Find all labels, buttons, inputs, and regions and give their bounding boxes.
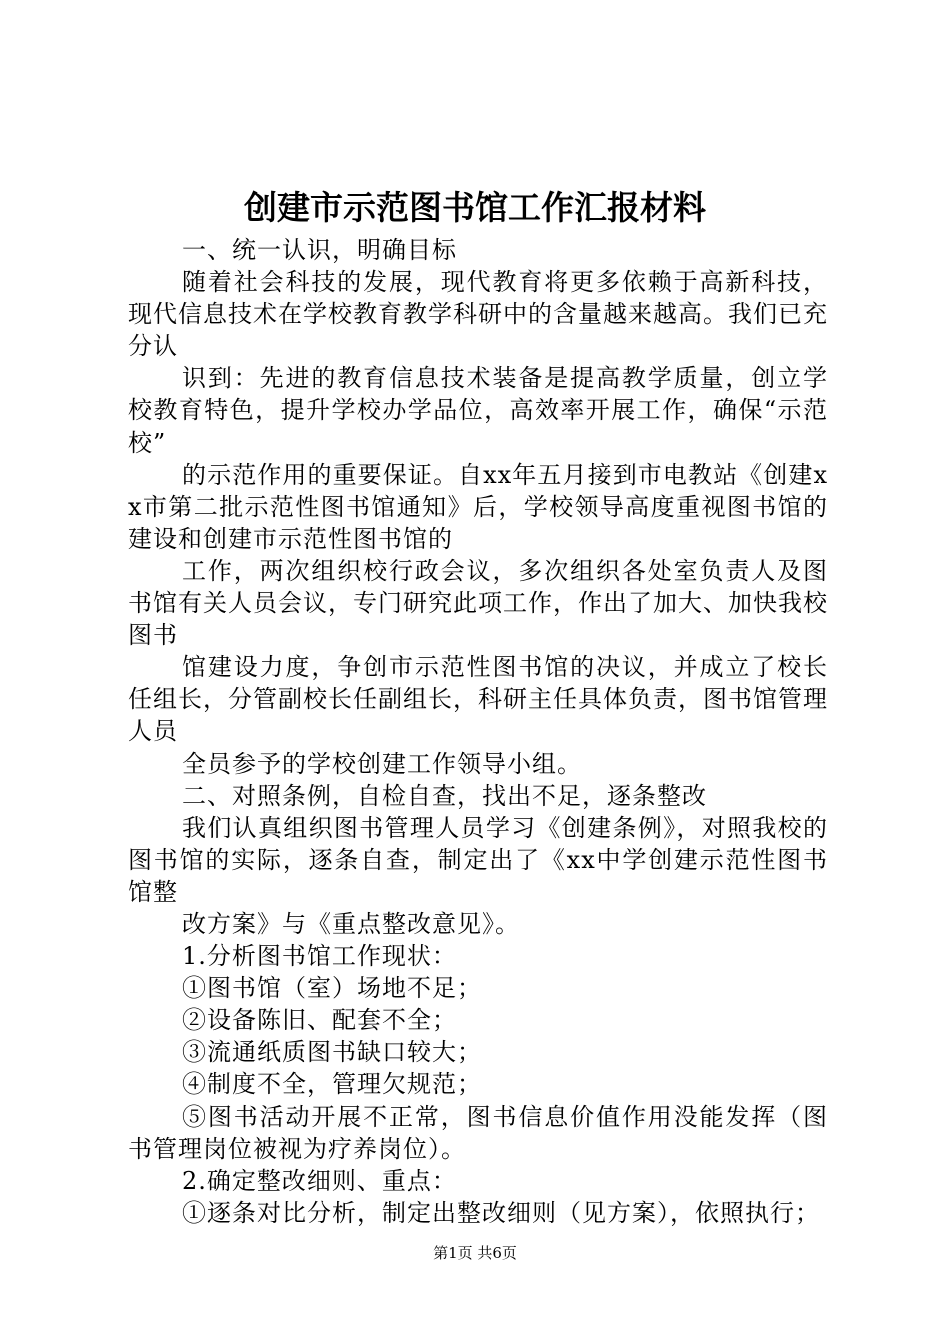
list-item: ⑤图书活动开展不正常，图书信息价值作用没能发挥（图书管理岗位被视为疗养岗位）。 xyxy=(128,1102,828,1163)
paragraph: 馆建设力度，争创市示范性图书馆的决议，并成立了校长任组长，分管副校长任副组长，科研主任具体负责，图书馆管理人员 xyxy=(128,653,828,746)
section-heading-1: 一、统一认识，明确目标 xyxy=(182,236,457,264)
list-item: ④制度不全，管理欠规范； xyxy=(182,1070,482,1099)
document-title: 创建市示范图书馆工作汇报材料 xyxy=(244,188,706,227)
list-item: ①图书馆（室）场地不足； xyxy=(182,974,482,1003)
paragraph: 识到：先进的教育信息技术装备是提高教学质量，创立学校教育特色，提升学校办学品位，高效率开展工作，确保“示范校” xyxy=(128,364,828,457)
paragraph: 工作，两次组织校行政会议，多次组织各处室负责人及图书馆有关人员会议，专门研究此项工作，作出了加大、加快我校图书 xyxy=(128,556,828,650)
list-item: ②设备陈旧、配套不全； xyxy=(182,1006,457,1035)
document-body xyxy=(128,234,828,1229)
paragraph: 全员参予的学校创建工作领导小组。 xyxy=(182,749,582,778)
paragraph: 改方案》与《重点整改意见》。 xyxy=(182,909,520,938)
paragraph: 的示范作用的重要保证。自xx年五月接到市电教站《创建xx市第二批示范性图书馆通知》后，学校领导高度重视图书馆的建设和创建市示范性图书馆的 xyxy=(128,460,828,553)
list-item: ③流通纸质图书缺口较大； xyxy=(182,1038,482,1067)
paragraph: 随着社会科技的发展，现代教育将更多依赖于高新科技，现代信息技术在学校教育教学科研中的含量越来越高。我们已充分认 xyxy=(128,268,828,361)
page-number-footer: 第1页 共6页 xyxy=(433,1244,517,1262)
subheading: 1.分析图书馆工作现状： xyxy=(182,942,457,971)
section-heading-2: 二、对照条例，自检自查，找出不足，逐条整改 xyxy=(182,781,707,810)
list-item: ①逐条对比分析，制定出整改细则（见方案），依照执行； xyxy=(182,1198,820,1227)
subheading: 2.确定整改细则、重点： xyxy=(182,1166,457,1195)
paragraph: 我们认真组织图书管理人员学习《创建条例》，对照我校的图书馆的实际，逐条自查，制定出了《xx中学创建示范性图书馆整 xyxy=(128,813,828,906)
